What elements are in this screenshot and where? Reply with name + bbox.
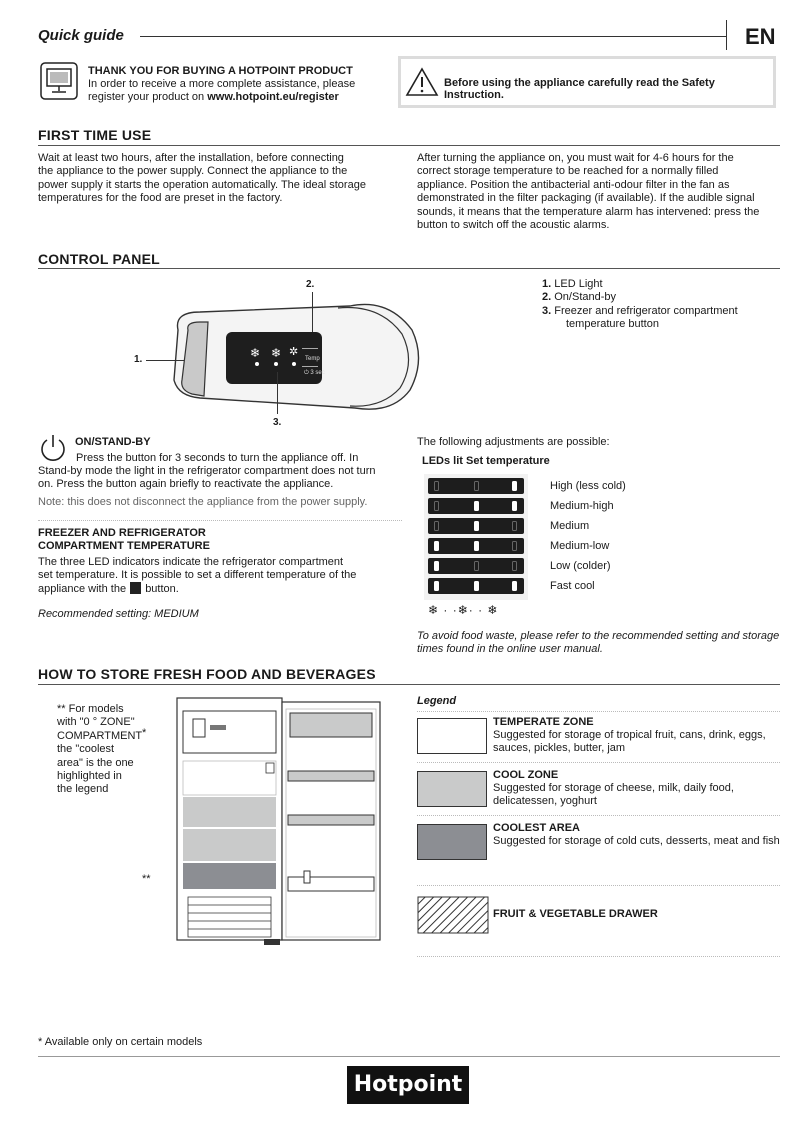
text-line: correct storage temperature to be reached for a normally filled bbox=[417, 165, 719, 178]
text-line: highlighted in bbox=[57, 770, 122, 783]
led-off bbox=[434, 501, 439, 511]
divider bbox=[417, 815, 780, 816]
freezer-temp-line3 bbox=[38, 582, 179, 596]
onoff-line: on. Press the button again briefly to reactivate the appliance. bbox=[38, 478, 334, 490]
text: appliance with the bbox=[38, 583, 127, 595]
led-indicator bbox=[292, 362, 296, 366]
legend-text: temperature button bbox=[566, 318, 659, 331]
snowflake-icon: ❄ bbox=[271, 346, 282, 360]
text-line: COMPARTMENT bbox=[57, 729, 143, 742]
text-line: the appliance to the power supply. Connect the appliance to the bbox=[38, 165, 348, 178]
freezer-temp-line: set temperature. It is possible to set a different temperature of the bbox=[38, 569, 357, 581]
first-use-title: FIRST TIME USE bbox=[38, 127, 152, 143]
led-on bbox=[434, 561, 439, 571]
temperature-level-label: Medium bbox=[550, 520, 590, 532]
divider bbox=[417, 711, 780, 712]
text-line: temperatures for the food are preset in the factory. bbox=[38, 192, 283, 205]
storage-title: HOW TO STORE FRESH FOOD AND BEVERAGES bbox=[38, 666, 376, 682]
led-on bbox=[474, 541, 479, 551]
led-indicator bbox=[274, 362, 278, 366]
coolest-area-swatch bbox=[417, 824, 487, 860]
fridge-illustration bbox=[176, 697, 386, 953]
led-off bbox=[474, 561, 479, 571]
onoff-title: ON/STAND-BY bbox=[75, 436, 151, 448]
led-on bbox=[434, 541, 439, 551]
callout-line bbox=[312, 292, 313, 332]
snowflake-row: ❄ · ·❄· · ❄ bbox=[428, 603, 499, 617]
freezer-temp-line: The three LED indicators indicate the refrigerator compartment bbox=[38, 556, 344, 568]
page-title: Quick guide bbox=[38, 27, 124, 44]
register-link[interactable]: www.hotpoint.eu/register bbox=[207, 91, 339, 103]
welcome-line2 bbox=[88, 91, 339, 104]
led-off bbox=[512, 521, 517, 531]
cool-zone-swatch bbox=[417, 771, 487, 807]
zone-title: COOLEST AREA bbox=[493, 822, 580, 834]
temp-button[interactable] bbox=[302, 348, 318, 349]
led-on bbox=[512, 501, 517, 511]
power-icon bbox=[38, 433, 68, 467]
led-on bbox=[474, 521, 479, 531]
welcome-line1: In order to receive a more complete assistance, please bbox=[88, 78, 356, 90]
divider bbox=[417, 762, 780, 763]
text-line: appliance. Position the antibacterial anti-odour filter in the fan as bbox=[417, 178, 730, 191]
legend-num: 2. bbox=[542, 291, 552, 304]
availability-note: * Available only on certain models bbox=[38, 1036, 203, 1048]
storage-footnote bbox=[57, 703, 142, 797]
control-panel-rule bbox=[38, 268, 780, 269]
language-code: EN bbox=[745, 24, 776, 49]
divider bbox=[38, 520, 402, 521]
led-on bbox=[512, 481, 517, 491]
led-on bbox=[434, 581, 439, 591]
callout-line bbox=[146, 360, 184, 361]
monitor-icon bbox=[40, 62, 78, 104]
led-indicator bbox=[255, 362, 259, 366]
text-line: button to switch off the acoustic alarms. bbox=[417, 219, 610, 232]
legend-text: Freezer and refrigerator compartment bbox=[554, 304, 738, 317]
freezer-temp-title1: FREEZER AND REFRIGERATOR bbox=[38, 527, 206, 539]
hotpoint-logo: Hotpoint bbox=[347, 1066, 469, 1104]
callout-line bbox=[277, 372, 278, 414]
legend-num: 3. bbox=[542, 304, 552, 317]
first-use-rule bbox=[38, 145, 780, 146]
panel-onoff-label: ⏻ 3 sec bbox=[304, 370, 325, 376]
temp-button-icon bbox=[130, 582, 141, 594]
recommended-setting: Recommended setting: MEDIUM bbox=[38, 608, 199, 620]
snowflake-icon: ❄ bbox=[250, 346, 261, 360]
adjust-note-line2: times found in the online user manual. bbox=[417, 643, 603, 655]
text-line: with "0 ° ZONE" bbox=[57, 716, 135, 729]
temperature-level-label: Low (colder) bbox=[550, 560, 611, 572]
onoff-line: Stand-by mode the light in the refrigerator compartment does not turn bbox=[38, 465, 376, 477]
onoff-note: Note: this does not disconnect the appliance from the power supply. bbox=[38, 496, 368, 508]
text-line: the legend bbox=[57, 783, 109, 796]
zone-desc: Suggested for storage of tropical fruit, cans, drink, eggs, sauces, pickles, butter, jam bbox=[493, 729, 766, 755]
legend-text: LED Light bbox=[554, 278, 603, 290]
zone-title: FRUIT & VEGETABLE DRAWER bbox=[493, 908, 658, 920]
text-line: sounds, it means that the temperature alarm has intervened: press the bbox=[417, 205, 760, 218]
text-line: area" is the one bbox=[57, 756, 134, 769]
legend-label: Legend bbox=[417, 695, 457, 707]
callout-2: 2. bbox=[306, 279, 315, 290]
temperate-zone-swatch bbox=[417, 718, 487, 754]
divider bbox=[417, 956, 780, 957]
adjust-note-line1: To avoid food waste, please refer to the recommended setting and storage bbox=[417, 630, 780, 642]
header-divider bbox=[726, 20, 727, 50]
led-row bbox=[428, 518, 524, 534]
adjustments-table-heading: LEDs lit Set temperature bbox=[422, 455, 550, 467]
text-line: ** For models bbox=[57, 703, 124, 715]
warning-icon bbox=[405, 67, 439, 101]
storage-rule bbox=[38, 684, 780, 685]
zone-title: COOL ZONE bbox=[493, 769, 559, 781]
first-use-right-text bbox=[417, 152, 787, 232]
freezer-temp-title2: COMPARTMENT TEMPERATURE bbox=[38, 540, 210, 552]
onoff-line: Press the button for 3 seconds to turn the appliance off. In bbox=[76, 452, 359, 464]
control-panel-legend bbox=[542, 278, 738, 332]
divider bbox=[417, 885, 780, 886]
text-line: power supply it starts the operation automatically. The ideal storage bbox=[38, 178, 366, 191]
temperature-level-label: High (less cold) bbox=[550, 480, 626, 492]
double-star-marker: ** bbox=[142, 873, 151, 885]
led-row bbox=[428, 558, 524, 574]
led-off bbox=[512, 561, 517, 571]
warning-line2: Instruction. bbox=[444, 89, 504, 101]
text-line: After turning the appliance on, you must wait for 4-6 hours for the bbox=[417, 152, 734, 164]
zone-desc: Suggested for storage of cheese, milk, daily food, delicatessen, yoghurt bbox=[493, 782, 734, 808]
zone-title: TEMPERATE ZONE bbox=[493, 716, 594, 728]
panel-temp-label: Temp bbox=[305, 356, 320, 362]
welcome-line2-text: register your product on bbox=[88, 91, 208, 103]
warning-line1: Before using the appliance carefully read the Safety bbox=[444, 77, 715, 89]
text-line: Wait at least two hours, after the installation, before connecting bbox=[38, 152, 344, 164]
led-off bbox=[512, 541, 517, 551]
legend-num: 1. bbox=[542, 278, 552, 290]
adjustments-intro: The following adjustments are possible: bbox=[417, 436, 610, 448]
led-off bbox=[434, 521, 439, 531]
header-rule bbox=[140, 36, 726, 37]
led-row bbox=[428, 578, 524, 594]
control-panel-title: CONTROL PANEL bbox=[38, 251, 160, 267]
led-row bbox=[428, 538, 524, 554]
temperature-level-label: Medium-high bbox=[550, 500, 614, 512]
footer-rule bbox=[38, 1056, 780, 1057]
welcome-heading: THANK YOU FOR BUYING A HOTPOINT PRODUCT bbox=[88, 65, 353, 77]
fruit-drawer-swatch bbox=[417, 896, 489, 938]
text-line: the "coolest bbox=[57, 743, 115, 756]
temperature-level-label: Fast cool bbox=[550, 580, 595, 592]
led-row bbox=[428, 478, 524, 494]
led-row bbox=[428, 498, 524, 514]
callout-1: 1. bbox=[134, 354, 143, 365]
temperature-level-label: Medium-low bbox=[550, 540, 610, 552]
led-off bbox=[474, 481, 479, 491]
legend-text: On/Stand-by bbox=[554, 291, 617, 304]
led-off bbox=[434, 481, 439, 491]
text: button. bbox=[145, 583, 179, 595]
star-marker: * bbox=[142, 727, 147, 739]
onoff-button[interactable] bbox=[302, 366, 318, 367]
snowflake-icon: ✲ bbox=[289, 346, 299, 358]
first-use-left-text bbox=[38, 152, 408, 206]
text-line: demonstrated in the filter packaging (if available). If the audible signal bbox=[417, 192, 755, 205]
zone-desc: Suggested for storage of cold cuts, desserts, meat and fish bbox=[493, 835, 780, 847]
led-on bbox=[474, 581, 479, 591]
callout-3: 3. bbox=[273, 417, 282, 428]
led-on bbox=[474, 501, 479, 511]
led-on bbox=[512, 581, 517, 591]
